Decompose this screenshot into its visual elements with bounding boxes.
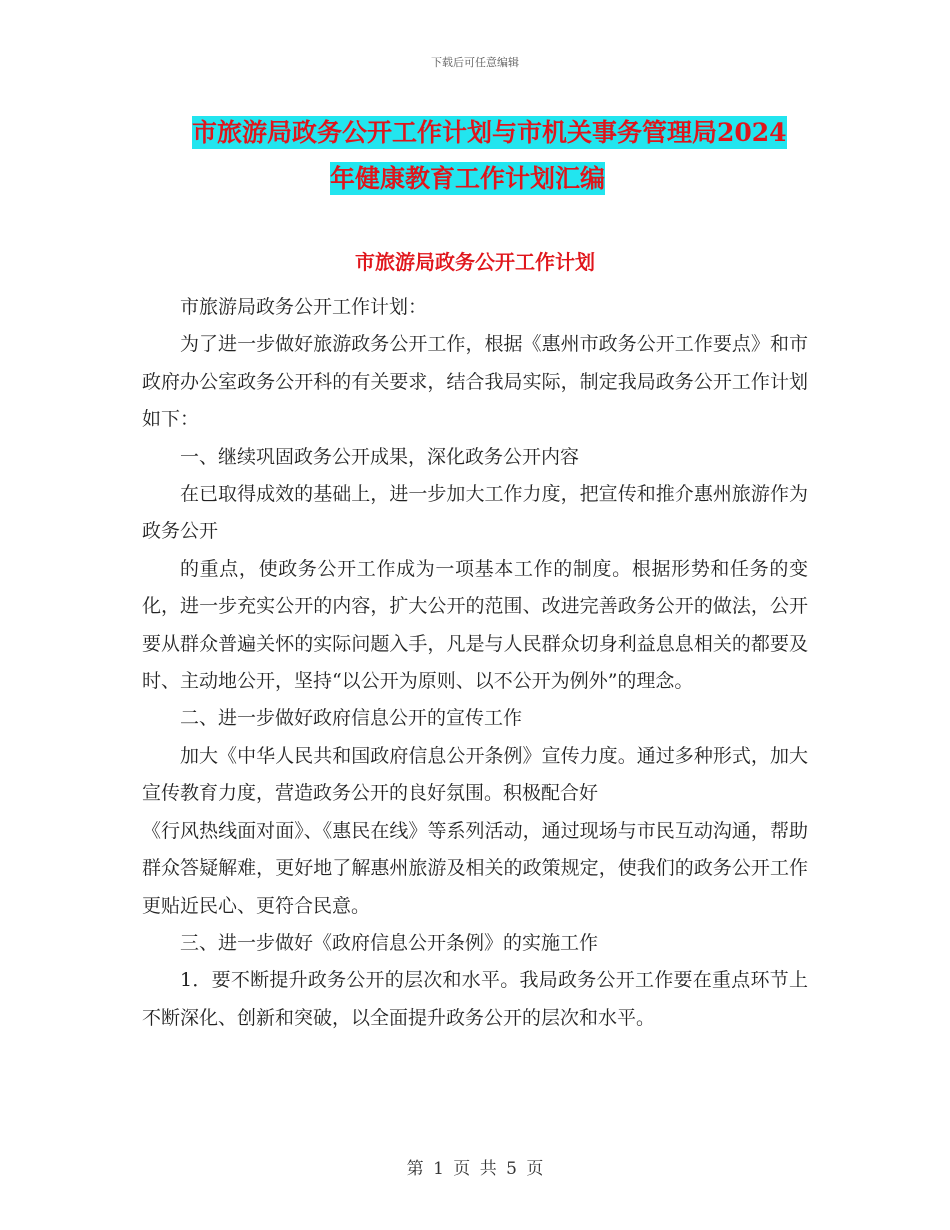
paragraph: 的重点，使政务公开工作成为一项基本工作的制度。根据形势和任务的变化，进一步充实公开的内容，扩大公开的范围、改进完善政务公开的做法，公开要从群众普遍关怀的实际问题入手，凡是与人民群众切身利益息息相关的都要及时、主动地公开，坚持“以公开为原则、以不公开为例外”的理念。 bbox=[142, 557, 808, 693]
paragraph: 在已取得成效的基础上，进一步加大工作力度，把宣传和推介惠州旅游作为政务公开 bbox=[142, 483, 808, 543]
paragraph: 《行风热线面对面》、《惠民在线》等系列活动，通过现场与市民互动沟通，帮助群众答疑解难，更好地了解惠州旅游及相关的政策规定，使我们的政务公开工作更贴近民心、更符合民意。 bbox=[142, 819, 808, 917]
title-line-1: 市旅游局政务公开工作计划与市机关事务管理局2024 bbox=[192, 118, 787, 147]
title-line-2: 年健康教育工作计划汇编 bbox=[330, 164, 606, 193]
paragraph: 为了进一步做好旅游政务公开工作，根据《惠州市政务公开工作要点》和市政府办公室政务公开科的有关要求，结合我局实际，制定我局政务公开工作计划如下： bbox=[142, 333, 808, 431]
document-title bbox=[140, 110, 830, 202]
paragraph: 一、继续巩固政务公开成果，深化政务公开内容 bbox=[180, 445, 580, 468]
paragraph: 二、进一步做好政府信息公开的宣传工作 bbox=[180, 707, 523, 730]
document-body bbox=[142, 289, 808, 1037]
paragraph: 1．要不断提升政务公开的层次和水平。我局政务公开工作要在重点环节上不断深化、创新和突破，以全面提升政务公开的层次和水平。 bbox=[142, 969, 808, 1029]
paragraph: 市旅游局政务公开工作计划： bbox=[180, 296, 428, 318]
paragraph: 三、进一步做好《政府信息公开条例》的实施工作 bbox=[180, 931, 599, 954]
section-title: 市旅游局政务公开工作计划 bbox=[355, 250, 595, 274]
paragraph: 加大《中华人民共和国政府信息公开条例》宣传力度。通过多种形式，加大宣传教育力度，营造政务公开的良好氛围。积极配合好 bbox=[142, 744, 808, 805]
page-footer: 第 1 页 共 5 页 bbox=[406, 1159, 544, 1179]
header-note: 下载后可任意编辑 bbox=[431, 56, 519, 69]
